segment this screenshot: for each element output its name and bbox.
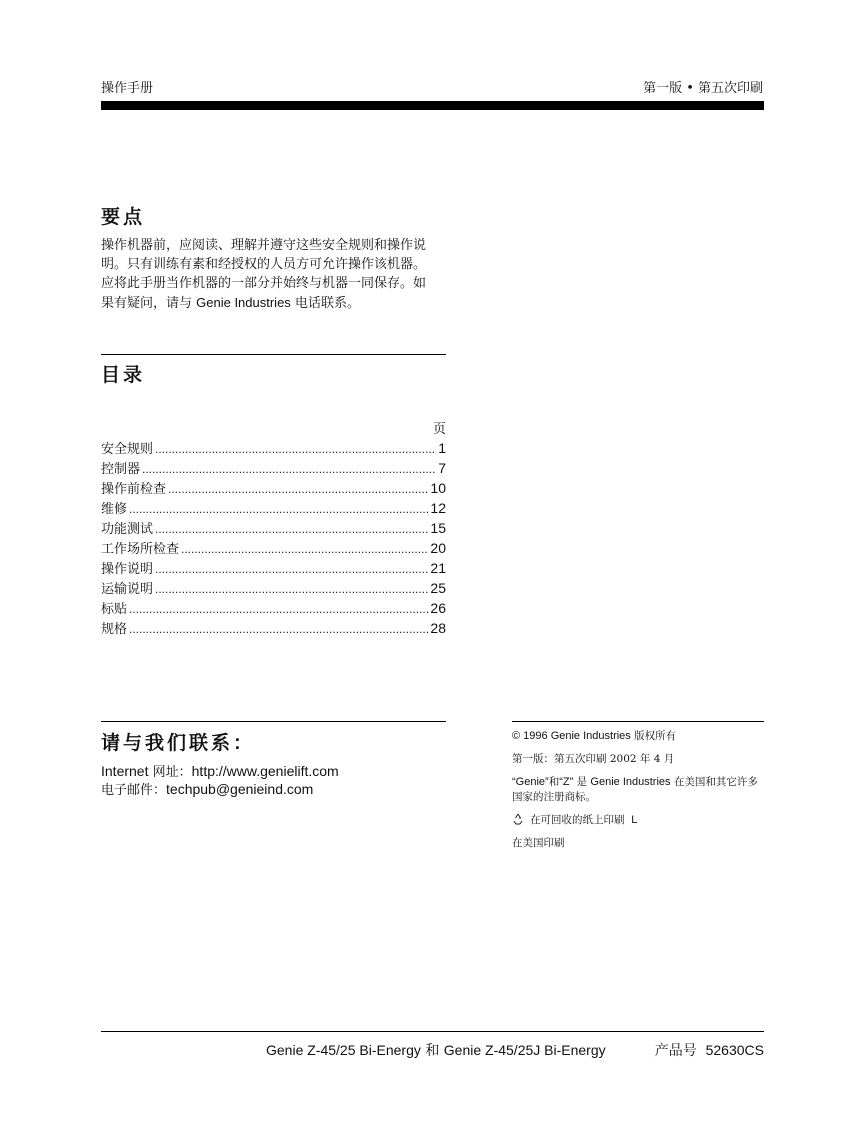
trademark-company: Genie Industries — [590, 776, 671, 788]
important-heading: 要点 — [101, 206, 146, 228]
trademark-rest: 在美国和其它许多国家的注册商标。 — [512, 776, 758, 803]
toc-page-column-header: 页 — [432, 422, 446, 437]
trademark-is: 是 — [576, 776, 588, 788]
toc-entry-page: 7 — [438, 460, 446, 476]
contact-divider — [101, 721, 446, 722]
toc-entry-page: 10 — [430, 480, 446, 496]
contact-email-link[interactable]: techpub@genieind.com — [166, 781, 314, 797]
recycled-paper-text: 在可回收的纸上印刷 — [530, 814, 625, 826]
copyright-block — [512, 729, 764, 859]
toc-entry[interactable] — [101, 578, 446, 598]
toc-entry-label: 操作说明 — [101, 562, 154, 577]
printed-in-usa: 在美国印刷 — [512, 837, 565, 849]
recycled-mark: L — [631, 814, 638, 826]
toc-entry-label: 操作前检查 — [101, 482, 167, 497]
toc-entry-label: 安全规则 — [101, 442, 154, 457]
trademark-and: 和 — [548, 776, 560, 788]
header-edition: 第一版 • 第五次印刷 — [643, 81, 763, 96]
toc-entry-page: 1 — [438, 440, 446, 456]
trademark-notice — [512, 775, 764, 805]
contact-details — [101, 763, 339, 799]
toc-leader-dots — [129, 502, 428, 516]
toc-entry-label: 运输说明 — [101, 582, 154, 597]
toc-entry-label: 维修 — [101, 502, 128, 517]
contact-internet-label: 网址： — [152, 765, 192, 780]
toc-leader-dots — [155, 522, 428, 536]
toc-entry[interactable] — [101, 618, 446, 638]
footer-model-a: Genie Z-45/25 Bi-Energy — [266, 1042, 421, 1058]
toc-leader-dots — [129, 622, 428, 636]
footer-part-value: 52630CS — [705, 1042, 764, 1058]
important-body-text-2: 电话联系。 — [290, 296, 360, 311]
toc-entry-page: 21 — [430, 560, 446, 576]
toc-entry-label: 功能测试 — [101, 522, 154, 537]
recycle-icon — [512, 813, 524, 825]
toc-entry[interactable] — [101, 558, 446, 578]
toc-heading: 目录 — [101, 364, 146, 386]
important-body-company: Genie Industries — [196, 295, 291, 310]
important-body — [101, 236, 436, 313]
contact-email-line — [101, 781, 339, 799]
toc-entry-page: 20 — [430, 540, 446, 556]
toc-leader-dots — [142, 462, 436, 476]
contact-heading: 请与我们联系： — [101, 732, 256, 754]
toc-entry[interactable] — [101, 538, 446, 558]
copyright-divider — [512, 721, 764, 722]
toc-divider — [101, 354, 446, 355]
toc-leader-dots — [129, 602, 428, 616]
toc-entry[interactable] — [101, 458, 446, 478]
header-manual-type: 操作手册 — [101, 81, 154, 96]
footer-part-number — [655, 1040, 764, 1060]
footer-models — [266, 1040, 606, 1060]
toc-entry[interactable] — [101, 478, 446, 498]
copyright-rights: 版权所有 — [630, 730, 677, 742]
toc-entry-page: 28 — [430, 620, 446, 636]
contact-email-label: 电子邮件： — [101, 783, 167, 798]
toc-leader-dots — [155, 582, 428, 596]
toc-list — [101, 438, 446, 638]
toc-entry-label: 工作场所检查 — [101, 542, 180, 557]
toc-leader-dots — [168, 482, 428, 496]
toc-entry-page: 26 — [430, 600, 446, 616]
toc-entry-label: 控制器 — [101, 462, 141, 477]
toc-entry-label: 标贴 — [101, 602, 128, 617]
toc-leader-dots — [155, 562, 428, 576]
contact-internet-line — [101, 763, 339, 781]
footer-model-b: Genie Z-45/25J Bi-Energy — [443, 1042, 606, 1058]
toc-entry[interactable] — [101, 498, 446, 518]
toc-entry[interactable] — [101, 438, 446, 458]
footer-model-and: 和 — [425, 1043, 440, 1059]
toc-entry[interactable] — [101, 598, 446, 618]
edition-date: 第一版：第五次印刷 2002 年 4 月 — [512, 753, 675, 765]
trademark-z: “Z” — [559, 776, 574, 788]
header-divider-bar — [101, 101, 764, 110]
important-body-text-1: 操作机器前，应阅读、理解并遵守这些安全规则和操作说明。只有训练有素和经授权的人员方可允许操作该机器。应将此手册当作机器的一部分并始终与机器一同保存。如果有疑问，请与 — [101, 238, 427, 311]
toc-entry-page: 12 — [430, 500, 446, 516]
toc-entry[interactable] — [101, 518, 446, 538]
toc-leader-dots — [181, 542, 428, 556]
contact-internet-prefix: Internet — [101, 763, 149, 779]
toc-entry-page: 25 — [430, 580, 446, 596]
toc-entry-label: 规格 — [101, 622, 128, 637]
footer-part-label: 产品号 — [654, 1043, 697, 1059]
copyright-holder: © 1996 Genie Industries — [512, 730, 631, 742]
trademark-genie: “Genie” — [512, 776, 549, 788]
footer-divider — [101, 1031, 764, 1032]
toc-entry-page: 15 — [430, 520, 446, 536]
contact-website-link[interactable]: http://www.genielift.com — [191, 763, 339, 779]
copyright-line — [512, 729, 764, 744]
toc-leader-dots — [155, 442, 436, 456]
recycled-paper-line — [512, 813, 764, 828]
